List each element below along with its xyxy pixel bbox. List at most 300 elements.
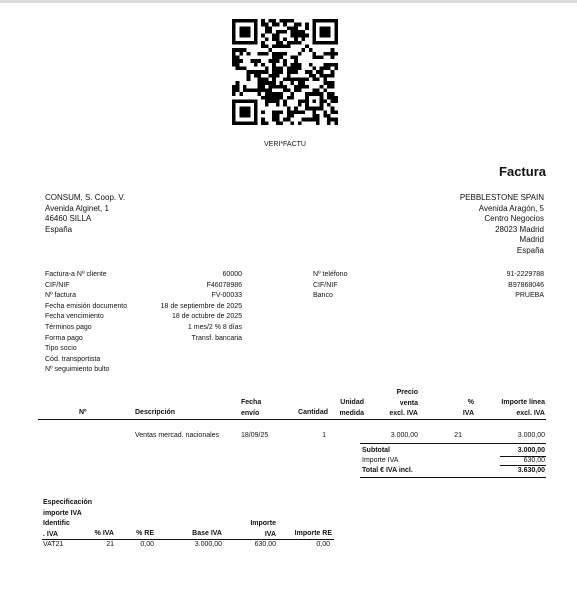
qr-module bbox=[232, 41, 236, 45]
qr-module bbox=[243, 88, 247, 92]
qr-module bbox=[283, 45, 287, 49]
qr-module bbox=[331, 110, 335, 114]
qr-module bbox=[316, 70, 320, 74]
qr-module bbox=[280, 85, 284, 89]
qr-module bbox=[265, 92, 269, 96]
qr-module bbox=[261, 52, 265, 56]
qr-module bbox=[258, 92, 262, 96]
invoice-field-label: Fecha vencimiento bbox=[45, 313, 104, 321]
qr-module bbox=[323, 26, 327, 30]
qr-module bbox=[294, 67, 298, 71]
qr-module bbox=[254, 99, 258, 103]
qr-module bbox=[290, 77, 294, 81]
qr-module bbox=[265, 99, 269, 103]
qr-module bbox=[239, 41, 243, 45]
qr-module bbox=[232, 23, 236, 27]
invoice-field-value: 18 de octubre de 2025 bbox=[171, 313, 242, 321]
qr-module bbox=[236, 81, 240, 85]
qr-module bbox=[331, 56, 335, 60]
invoice-field-value: F46078986 bbox=[206, 281, 242, 289]
qr-module bbox=[261, 85, 265, 89]
qr-module bbox=[239, 30, 243, 34]
qr-module bbox=[254, 107, 258, 111]
qr-module bbox=[327, 52, 331, 56]
qr-module bbox=[327, 96, 331, 100]
company-field-label: Nº teléfono bbox=[313, 271, 348, 278]
qr-module bbox=[236, 56, 240, 60]
qr-module bbox=[309, 63, 313, 67]
qr-module bbox=[269, 88, 273, 92]
qr-module bbox=[261, 121, 265, 125]
qr-module bbox=[283, 99, 287, 103]
qr-module bbox=[323, 30, 327, 34]
qr-module bbox=[316, 107, 320, 111]
qr-module bbox=[254, 70, 258, 74]
qr-module bbox=[305, 103, 309, 107]
total-rule bbox=[360, 477, 546, 478]
qr-module bbox=[298, 67, 302, 71]
top-border bbox=[0, 0, 577, 3]
qr-module bbox=[294, 23, 298, 27]
qr-module bbox=[327, 92, 331, 96]
qr-caption: VERI*FACTU bbox=[263, 141, 306, 148]
qr-module bbox=[316, 118, 320, 122]
qr-module bbox=[294, 34, 298, 38]
vat-amount-label: Importe IVA bbox=[362, 457, 399, 464]
qr-module bbox=[287, 118, 291, 122]
company-field-label: CIF/NIF bbox=[313, 281, 338, 289]
qr-module bbox=[301, 81, 305, 85]
total-value: 3.630,00 bbox=[517, 467, 545, 474]
total-label: Total € IVA incl. bbox=[362, 467, 413, 474]
qr-module bbox=[232, 56, 236, 60]
qr-module bbox=[232, 85, 236, 89]
qr-module bbox=[327, 63, 331, 67]
qr-module bbox=[243, 30, 247, 34]
qr-module bbox=[290, 81, 294, 85]
qr-module bbox=[334, 52, 338, 56]
qr-module bbox=[312, 30, 316, 34]
qr-module bbox=[272, 118, 276, 122]
company-field-values bbox=[440, 270, 544, 302]
qr-module bbox=[265, 121, 269, 125]
qr-module bbox=[312, 88, 316, 92]
qr-module bbox=[327, 30, 331, 34]
qr-module bbox=[327, 67, 331, 71]
qr-module bbox=[280, 56, 284, 60]
qr-module bbox=[334, 121, 338, 125]
qr-module bbox=[276, 99, 280, 103]
qr-module bbox=[298, 88, 302, 92]
qr-module bbox=[294, 107, 298, 111]
qr-module bbox=[261, 45, 265, 49]
vat-spec-cell-base: 3.000,00 bbox=[194, 541, 222, 548]
qr-module bbox=[316, 41, 320, 45]
customer-line: España bbox=[45, 224, 73, 234]
company-field-label: Banco bbox=[313, 292, 333, 300]
qr-module bbox=[232, 114, 236, 118]
qr-module bbox=[283, 103, 287, 107]
qr-module bbox=[331, 96, 335, 100]
qr-module bbox=[294, 26, 298, 30]
qr-module bbox=[320, 34, 324, 38]
qr-module bbox=[312, 77, 316, 81]
qr-module bbox=[276, 52, 280, 56]
qr-module bbox=[239, 114, 243, 118]
qr-module bbox=[298, 41, 302, 45]
qr-module bbox=[331, 74, 335, 78]
qr-module bbox=[287, 110, 291, 114]
qr-module bbox=[305, 107, 309, 111]
qr-module bbox=[331, 19, 335, 23]
qr-module bbox=[265, 70, 269, 74]
qr-module bbox=[331, 41, 335, 45]
qr-module bbox=[236, 19, 240, 23]
qr-module bbox=[239, 110, 243, 114]
qr-module bbox=[309, 118, 313, 122]
qr-module bbox=[265, 77, 269, 81]
qr-module bbox=[276, 110, 280, 114]
qr-module bbox=[247, 19, 251, 23]
qr-module bbox=[276, 41, 280, 45]
qr-module bbox=[232, 63, 236, 67]
qr-module bbox=[280, 52, 284, 56]
qr-module bbox=[272, 114, 276, 118]
qr-module bbox=[276, 59, 280, 63]
qr-module bbox=[258, 77, 262, 81]
qr-module bbox=[283, 88, 287, 92]
cell-description: Ventas mercad. nacionales bbox=[135, 432, 220, 439]
qr-module bbox=[272, 74, 276, 78]
qr-module bbox=[320, 26, 324, 30]
invoice-field-value: 1 mes/2 % 8 días bbox=[187, 323, 242, 331]
qr-module bbox=[290, 110, 294, 114]
qr-module bbox=[290, 114, 294, 118]
qr-module bbox=[239, 92, 243, 96]
qr-module bbox=[272, 99, 276, 103]
qr-module bbox=[305, 34, 309, 38]
qr-module bbox=[261, 63, 265, 67]
vat-spec-cell-amount: 630,00 bbox=[254, 541, 276, 548]
qr-module bbox=[334, 67, 338, 71]
qr-module bbox=[254, 59, 258, 63]
qr-module bbox=[312, 114, 316, 118]
qr-module bbox=[327, 74, 331, 78]
qr-module bbox=[232, 121, 236, 125]
qr-module bbox=[320, 96, 324, 100]
qr-module bbox=[254, 19, 258, 23]
qr-module bbox=[232, 19, 236, 23]
qr-module bbox=[265, 88, 269, 92]
qr-module bbox=[287, 88, 291, 92]
qr-module bbox=[276, 34, 280, 38]
qr-module bbox=[316, 92, 320, 96]
qr-module bbox=[258, 74, 262, 78]
qr-module bbox=[290, 92, 294, 96]
qr-module bbox=[301, 85, 305, 89]
qr-module bbox=[265, 103, 269, 107]
customer-line: 46460 SILLA bbox=[45, 214, 92, 224]
qr-module bbox=[334, 41, 338, 45]
qr-module bbox=[280, 96, 284, 100]
qr-module bbox=[323, 19, 327, 23]
qr-module bbox=[232, 107, 236, 111]
qr-module bbox=[298, 110, 302, 114]
company-address bbox=[400, 192, 544, 256]
qr-module bbox=[301, 118, 305, 122]
company-line: PEBBLESTONE SPAIN bbox=[459, 193, 544, 202]
qr-module bbox=[250, 99, 254, 103]
qr-module bbox=[334, 34, 338, 38]
qr-module bbox=[239, 52, 243, 56]
qr-module bbox=[312, 110, 316, 114]
qr-module bbox=[334, 118, 338, 122]
qr-module bbox=[265, 67, 269, 71]
qr-module bbox=[298, 34, 302, 38]
qr-module bbox=[327, 26, 331, 30]
qr-module bbox=[239, 107, 243, 111]
qr-module bbox=[320, 85, 324, 89]
qr-module bbox=[236, 67, 240, 71]
qr-module bbox=[254, 103, 258, 107]
qr-module bbox=[243, 41, 247, 45]
qr-module bbox=[261, 96, 265, 100]
qr-module bbox=[232, 99, 236, 103]
vat-spec-header-id-line: . IVA bbox=[43, 530, 59, 538]
qr-module bbox=[276, 114, 280, 118]
subtotal-value: 3.000,00 bbox=[517, 447, 545, 454]
vat-spec-cell-re-amount: 0,00 bbox=[316, 541, 330, 548]
qr-module bbox=[280, 81, 284, 85]
qr-module bbox=[247, 88, 251, 92]
qr-module bbox=[276, 96, 280, 100]
company-line: Centro Negocios bbox=[484, 214, 544, 224]
invoice-field-label: Términos pago bbox=[45, 323, 92, 331]
invoice-field-label: Forma pago bbox=[45, 334, 83, 342]
qr-module bbox=[247, 41, 251, 45]
qr-module bbox=[294, 30, 298, 34]
customer-line: CONSUM, S. Coop. V. bbox=[45, 193, 126, 202]
qr-module bbox=[236, 63, 240, 67]
qr-module bbox=[254, 114, 258, 118]
qr-module bbox=[272, 96, 276, 100]
qr-module bbox=[272, 45, 276, 49]
qr-module bbox=[320, 92, 324, 96]
qr-module bbox=[283, 30, 287, 34]
qr-module bbox=[305, 77, 309, 81]
header-vat-line: IVA bbox=[462, 409, 474, 417]
qr-module bbox=[272, 110, 276, 114]
qr-module bbox=[323, 99, 327, 103]
qr-module bbox=[258, 88, 262, 92]
qr-module bbox=[280, 92, 284, 96]
qr-module bbox=[305, 99, 309, 103]
qr-module bbox=[243, 121, 247, 125]
qr-module bbox=[272, 19, 276, 23]
vat-spec-header-amount-line: Importe bbox=[250, 520, 276, 527]
qr-module bbox=[298, 121, 302, 125]
qr-module bbox=[305, 85, 309, 89]
qr-module bbox=[298, 30, 302, 34]
qr-module bbox=[331, 63, 335, 67]
qr-module bbox=[232, 92, 236, 96]
qr-module bbox=[298, 63, 302, 67]
qr-module bbox=[247, 52, 251, 56]
qr-module bbox=[290, 41, 294, 45]
qr-module bbox=[254, 118, 258, 122]
qr-module bbox=[254, 26, 258, 30]
qr-module bbox=[250, 19, 254, 23]
qr-module bbox=[269, 48, 273, 52]
qr-module bbox=[232, 26, 236, 30]
qr-module bbox=[258, 81, 262, 85]
qr-module bbox=[323, 77, 327, 81]
qr-module bbox=[290, 26, 294, 30]
qr-module bbox=[294, 41, 298, 45]
qr-module bbox=[320, 70, 324, 74]
qr-module bbox=[334, 26, 338, 30]
qr-module bbox=[239, 48, 243, 52]
qr-module bbox=[331, 85, 335, 89]
qr-module bbox=[276, 67, 280, 71]
qr-module bbox=[283, 59, 287, 63]
header-price-line: Precio bbox=[396, 389, 418, 396]
qr-module bbox=[236, 85, 240, 89]
qr-module bbox=[232, 30, 236, 34]
table-header-rule bbox=[38, 419, 546, 420]
qr-module bbox=[254, 74, 258, 78]
qr-module bbox=[232, 37, 236, 41]
qr-module bbox=[243, 85, 247, 89]
document-title: Factura bbox=[499, 164, 546, 179]
qr-module bbox=[243, 99, 247, 103]
qr-module bbox=[272, 23, 276, 27]
qr-module bbox=[305, 118, 309, 122]
qr-module bbox=[261, 118, 265, 122]
qr-module bbox=[276, 23, 280, 27]
qr-module bbox=[243, 19, 247, 23]
qr-module bbox=[327, 41, 331, 45]
qr-module bbox=[305, 70, 309, 74]
qr-module bbox=[320, 30, 324, 34]
qr-module bbox=[323, 114, 327, 118]
header-amount bbox=[480, 398, 545, 419]
qr-module bbox=[327, 121, 331, 125]
qr-module bbox=[236, 88, 240, 92]
header-no: Nº bbox=[79, 409, 87, 416]
qr-module bbox=[239, 26, 243, 30]
qr-module bbox=[294, 85, 298, 89]
cell-quantity: 1 bbox=[322, 432, 326, 439]
vat-spec-cell-vat: 21 bbox=[106, 541, 114, 548]
invoice-field-value: 18 de septiembre de 2025 bbox=[160, 302, 242, 310]
qr-module bbox=[272, 34, 276, 38]
qr-module bbox=[290, 67, 294, 71]
cell-price: 3.000,00 bbox=[390, 432, 418, 439]
qr-module bbox=[265, 23, 269, 27]
company-field-value: 91-2229788 bbox=[506, 271, 544, 278]
qr-module bbox=[323, 81, 327, 85]
qr-module bbox=[287, 107, 291, 111]
qr-code bbox=[232, 19, 338, 125]
qr-module bbox=[239, 121, 243, 125]
qr-module bbox=[280, 19, 284, 23]
qr-module bbox=[247, 30, 251, 34]
header-vat-line: % bbox=[467, 399, 474, 406]
qr-module bbox=[232, 34, 236, 38]
qr-module bbox=[272, 37, 276, 41]
vat-spec-header-re: % RE bbox=[136, 530, 154, 537]
qr-module bbox=[272, 92, 276, 96]
qr-module bbox=[247, 70, 251, 74]
qr-module bbox=[312, 107, 316, 111]
company-field-value: B97868046 bbox=[508, 281, 544, 289]
qr-module bbox=[309, 70, 313, 74]
qr-module bbox=[323, 41, 327, 45]
vat-amount-value: 630,00 bbox=[523, 457, 545, 464]
qr-module bbox=[247, 34, 251, 38]
qr-module bbox=[269, 19, 273, 23]
qr-module bbox=[247, 114, 251, 118]
qr-module bbox=[239, 67, 243, 71]
qr-module bbox=[316, 19, 320, 23]
qr-module bbox=[294, 88, 298, 92]
qr-module bbox=[272, 81, 276, 85]
qr-module bbox=[254, 110, 258, 114]
qr-module bbox=[254, 121, 258, 125]
invoice-field-value: Transf. bancaria bbox=[191, 334, 242, 342]
company-line: Avenida Aragón, 5 bbox=[478, 203, 544, 213]
vat-spec-cell-id: VAT21 bbox=[43, 541, 64, 548]
header-unit bbox=[330, 398, 364, 419]
qr-module bbox=[312, 56, 316, 60]
qr-module bbox=[247, 74, 251, 78]
qr-module bbox=[301, 48, 305, 52]
qr-module bbox=[287, 77, 291, 81]
qr-module bbox=[323, 63, 327, 67]
qr-module bbox=[265, 96, 269, 100]
invoice-field-value bbox=[140, 355, 242, 366]
qr-module bbox=[331, 81, 335, 85]
qr-module bbox=[312, 37, 316, 41]
qr-module bbox=[305, 92, 309, 96]
qr-module bbox=[301, 34, 305, 38]
qr-module bbox=[305, 26, 309, 30]
qr-module bbox=[265, 81, 269, 85]
qr-module bbox=[261, 34, 265, 38]
qr-module bbox=[323, 67, 327, 71]
qr-module bbox=[283, 23, 287, 27]
qr-module bbox=[290, 63, 294, 67]
qr-module bbox=[287, 19, 291, 23]
qr-module bbox=[290, 19, 294, 23]
invoice-field-labels bbox=[45, 270, 127, 376]
qr-module bbox=[250, 59, 254, 63]
qr-module bbox=[254, 63, 258, 67]
vat-spec-heading-line: importe IVA bbox=[43, 509, 82, 517]
qr-module bbox=[287, 41, 291, 45]
qr-module bbox=[290, 34, 294, 38]
invoice-field-values bbox=[140, 270, 242, 376]
qr-module bbox=[334, 63, 338, 67]
qr-module bbox=[269, 92, 273, 96]
qr-module bbox=[301, 37, 305, 41]
qr-module bbox=[283, 77, 287, 81]
qr-module bbox=[290, 96, 294, 100]
qr-module bbox=[272, 63, 276, 67]
vat-spec-header-base: Base IVA bbox=[192, 530, 222, 537]
qr-module bbox=[305, 45, 309, 49]
